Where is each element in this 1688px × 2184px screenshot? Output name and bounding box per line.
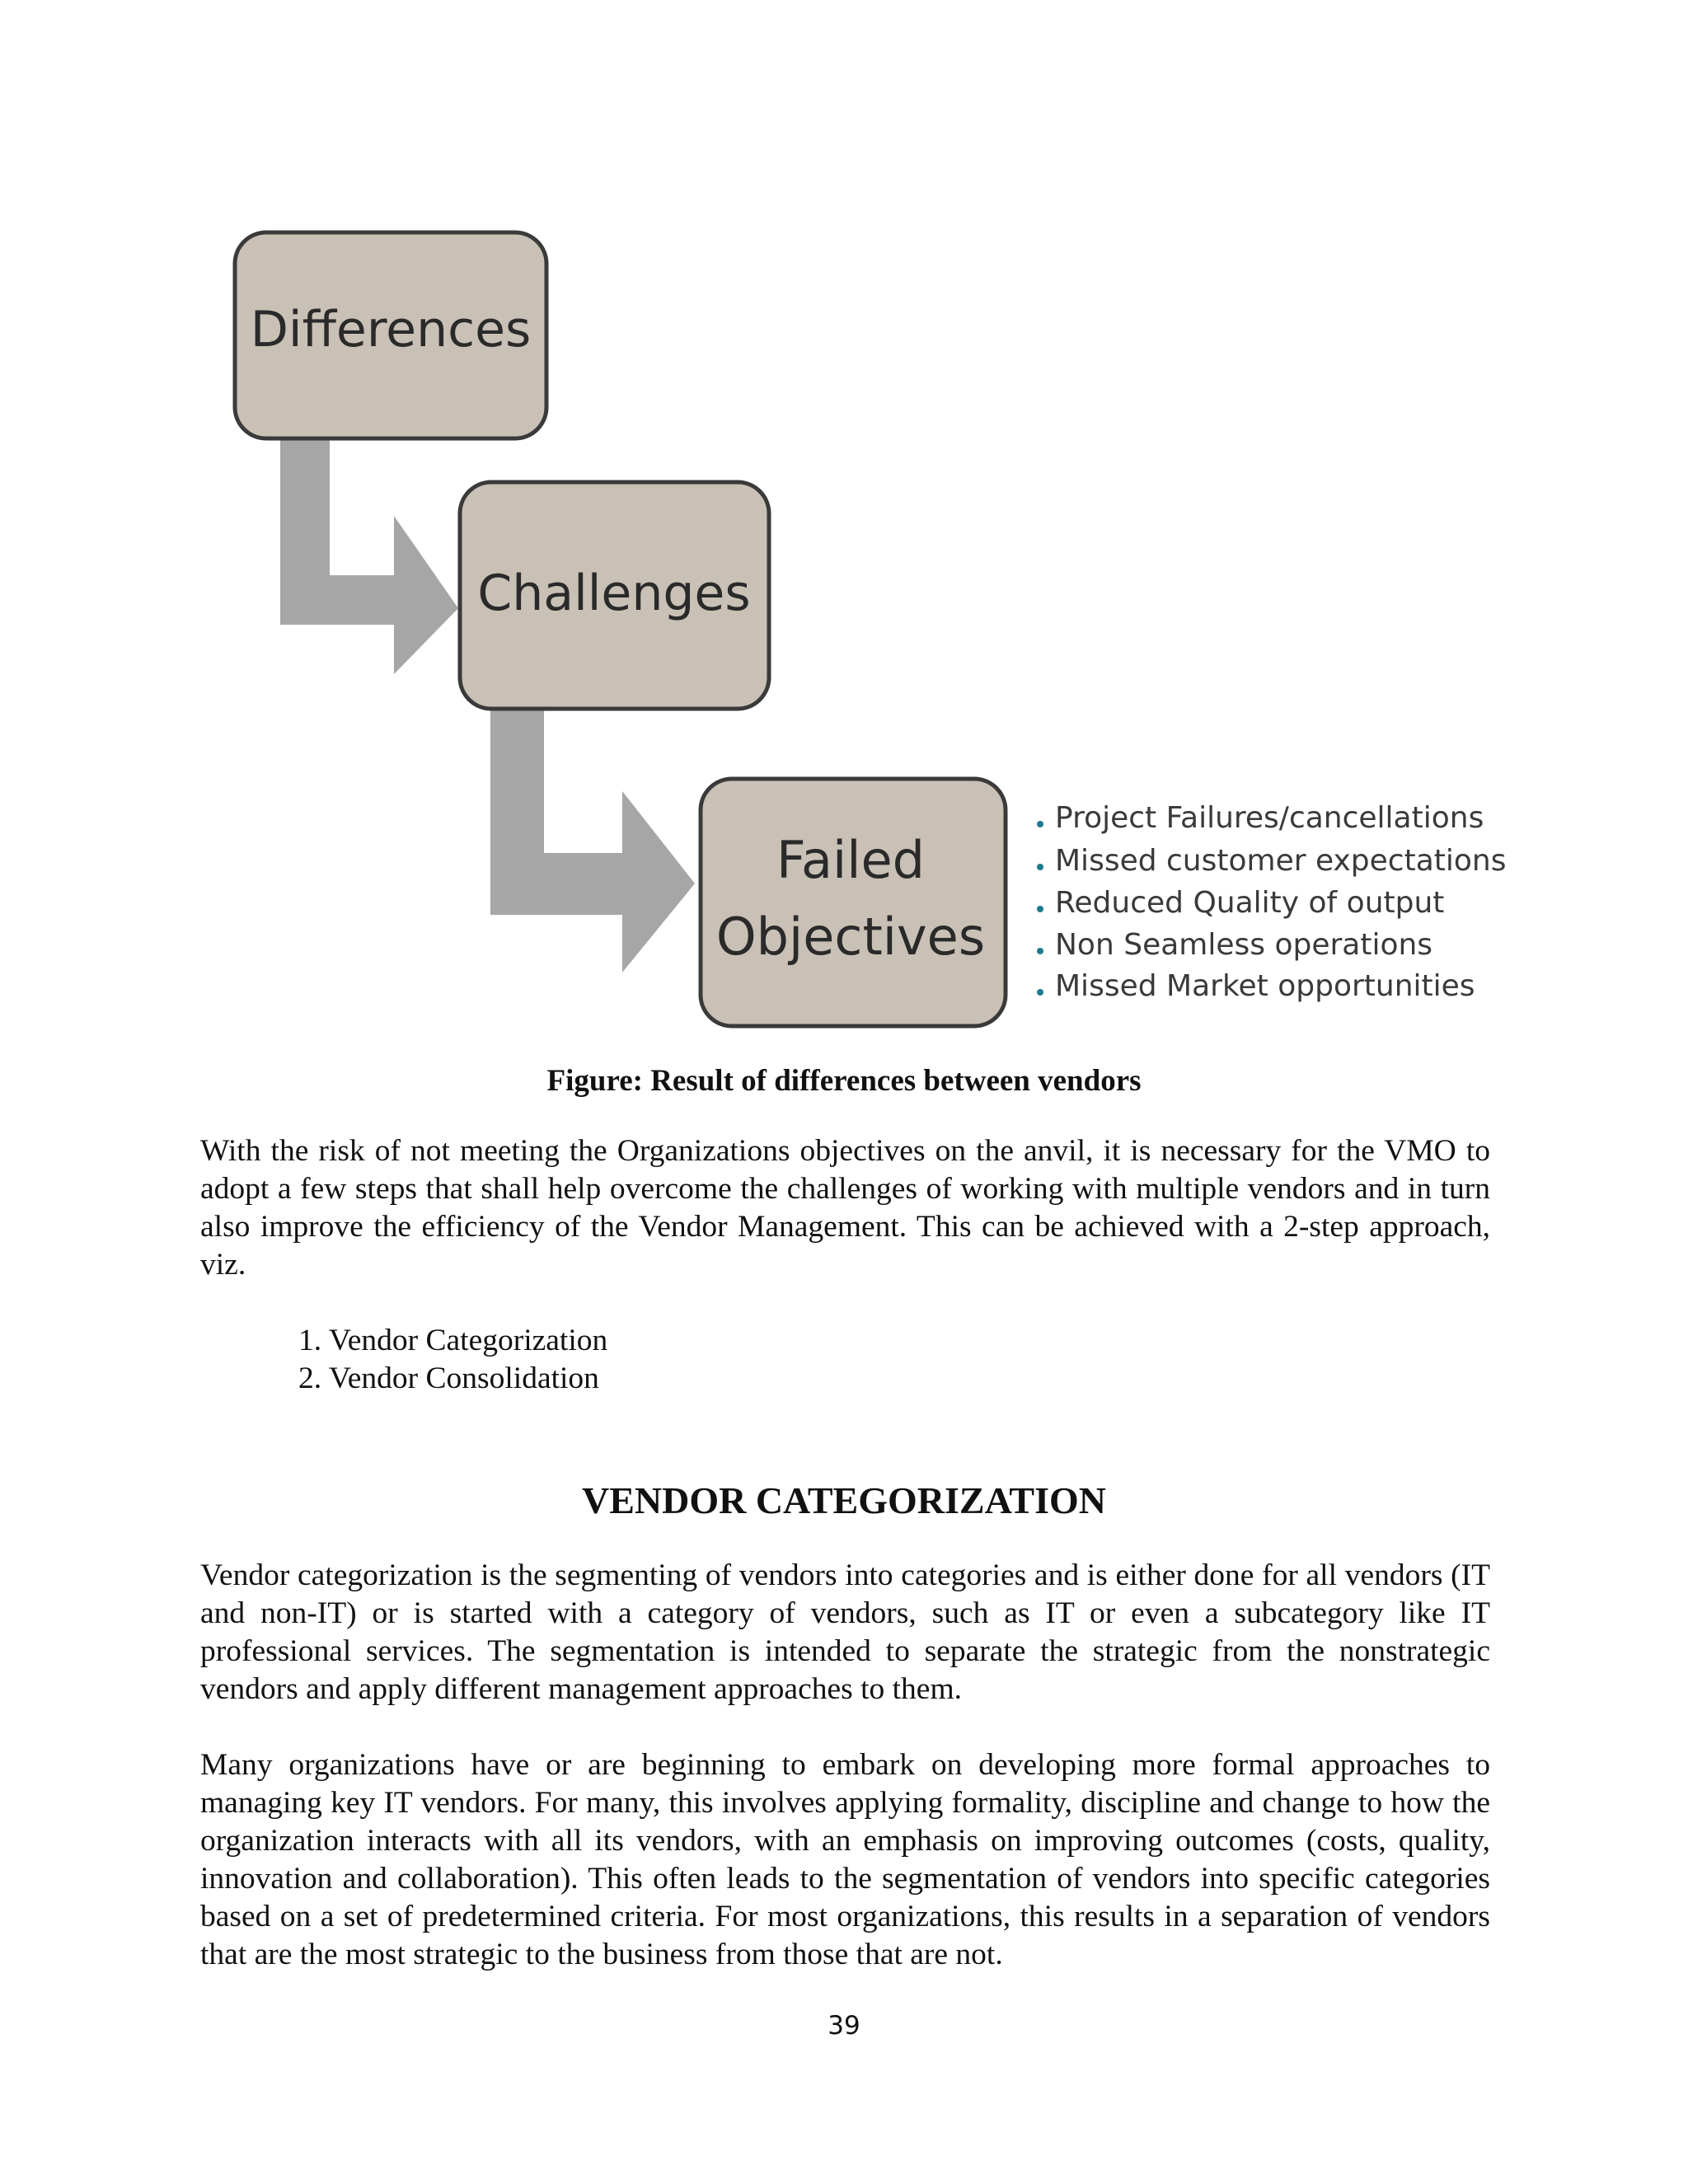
steps-list bbox=[298, 1322, 607, 1398]
bullet-dot bbox=[1037, 989, 1043, 996]
list-item: 1. Vendor Categorization bbox=[298, 1324, 608, 1357]
outcome-bullet: Missed customer expectations bbox=[1055, 844, 1507, 878]
section-heading: VENDOR CATEGORIZATION bbox=[582, 1479, 1106, 1521]
arrow-differences-to-challenges bbox=[280, 437, 458, 674]
outcome-bullet: Non Seamless operations bbox=[1055, 928, 1433, 962]
paragraph-organizations: Many organizations have or are beginning to embark on developing more formal approaches to managing key IT vendors. For many, this involves applying formality, discipline and change to how the organization interacts with all its vendors, with an emphasis on improving outcomes (costs, quality, innovation and collaboration). This often leads to the segmentation of vendors into specific categories based on a set of predetermined criteria. For most organizations, this results in a separation of vendors that are the most strategic to the business from those that are not. bbox=[200, 1748, 1490, 1971]
bullet-dot bbox=[1037, 821, 1043, 827]
outcome-bullet-list bbox=[1037, 801, 1507, 1003]
box-differences bbox=[235, 232, 546, 438]
flow-diagram bbox=[0, 0, 1688, 1055]
page-number: 39 bbox=[828, 2011, 860, 2041]
box-failed-objectives-line1: Failed bbox=[776, 830, 925, 890]
box-failed-objectives bbox=[701, 779, 1006, 1026]
box-failed-objectives-line2: Objectives bbox=[715, 907, 986, 967]
outcome-bullet: Project Failures/cancellations bbox=[1055, 801, 1484, 835]
box-differences-label: Differences bbox=[250, 301, 532, 359]
outcome-bullet: Missed Market opportunities bbox=[1055, 969, 1475, 1003]
bullet-dot bbox=[1037, 906, 1043, 912]
figure-caption: Figure: Result of differences between vendors bbox=[546, 1064, 1142, 1098]
box-challenges bbox=[460, 482, 769, 709]
bullet-dot bbox=[1037, 948, 1043, 954]
bullet-dot bbox=[1037, 864, 1043, 870]
intro-paragraph: With the risk of not meeting the Organizations objectives on the anvil, it is necessary for the VMO to adopt a few steps that shall help overcome the challenges of working with multiple vendors and in turn also improve the efficiency of the Vendor Management. This can be achieved with a 2-step approach, viz. bbox=[200, 1134, 1490, 1282]
list-item: 2. Vendor Consolidation bbox=[298, 1361, 599, 1395]
outcome-bullet: Reduced Quality of output bbox=[1055, 886, 1445, 920]
box-challenges-label: Challenges bbox=[477, 565, 751, 622]
paragraph-vendor-categorization: Vendor categorization is the segmenting of vendors into categories and is either done for all vendors (IT and non-IT) or is started with a category of vendors, such as IT or even a subcategory like IT professional services. The segmentation is intended to separate the strategic from the nonstrategic vendors and apply different management approaches to them. bbox=[200, 1558, 1490, 1706]
arrow-challenges-to-failed-objectives bbox=[490, 709, 695, 972]
